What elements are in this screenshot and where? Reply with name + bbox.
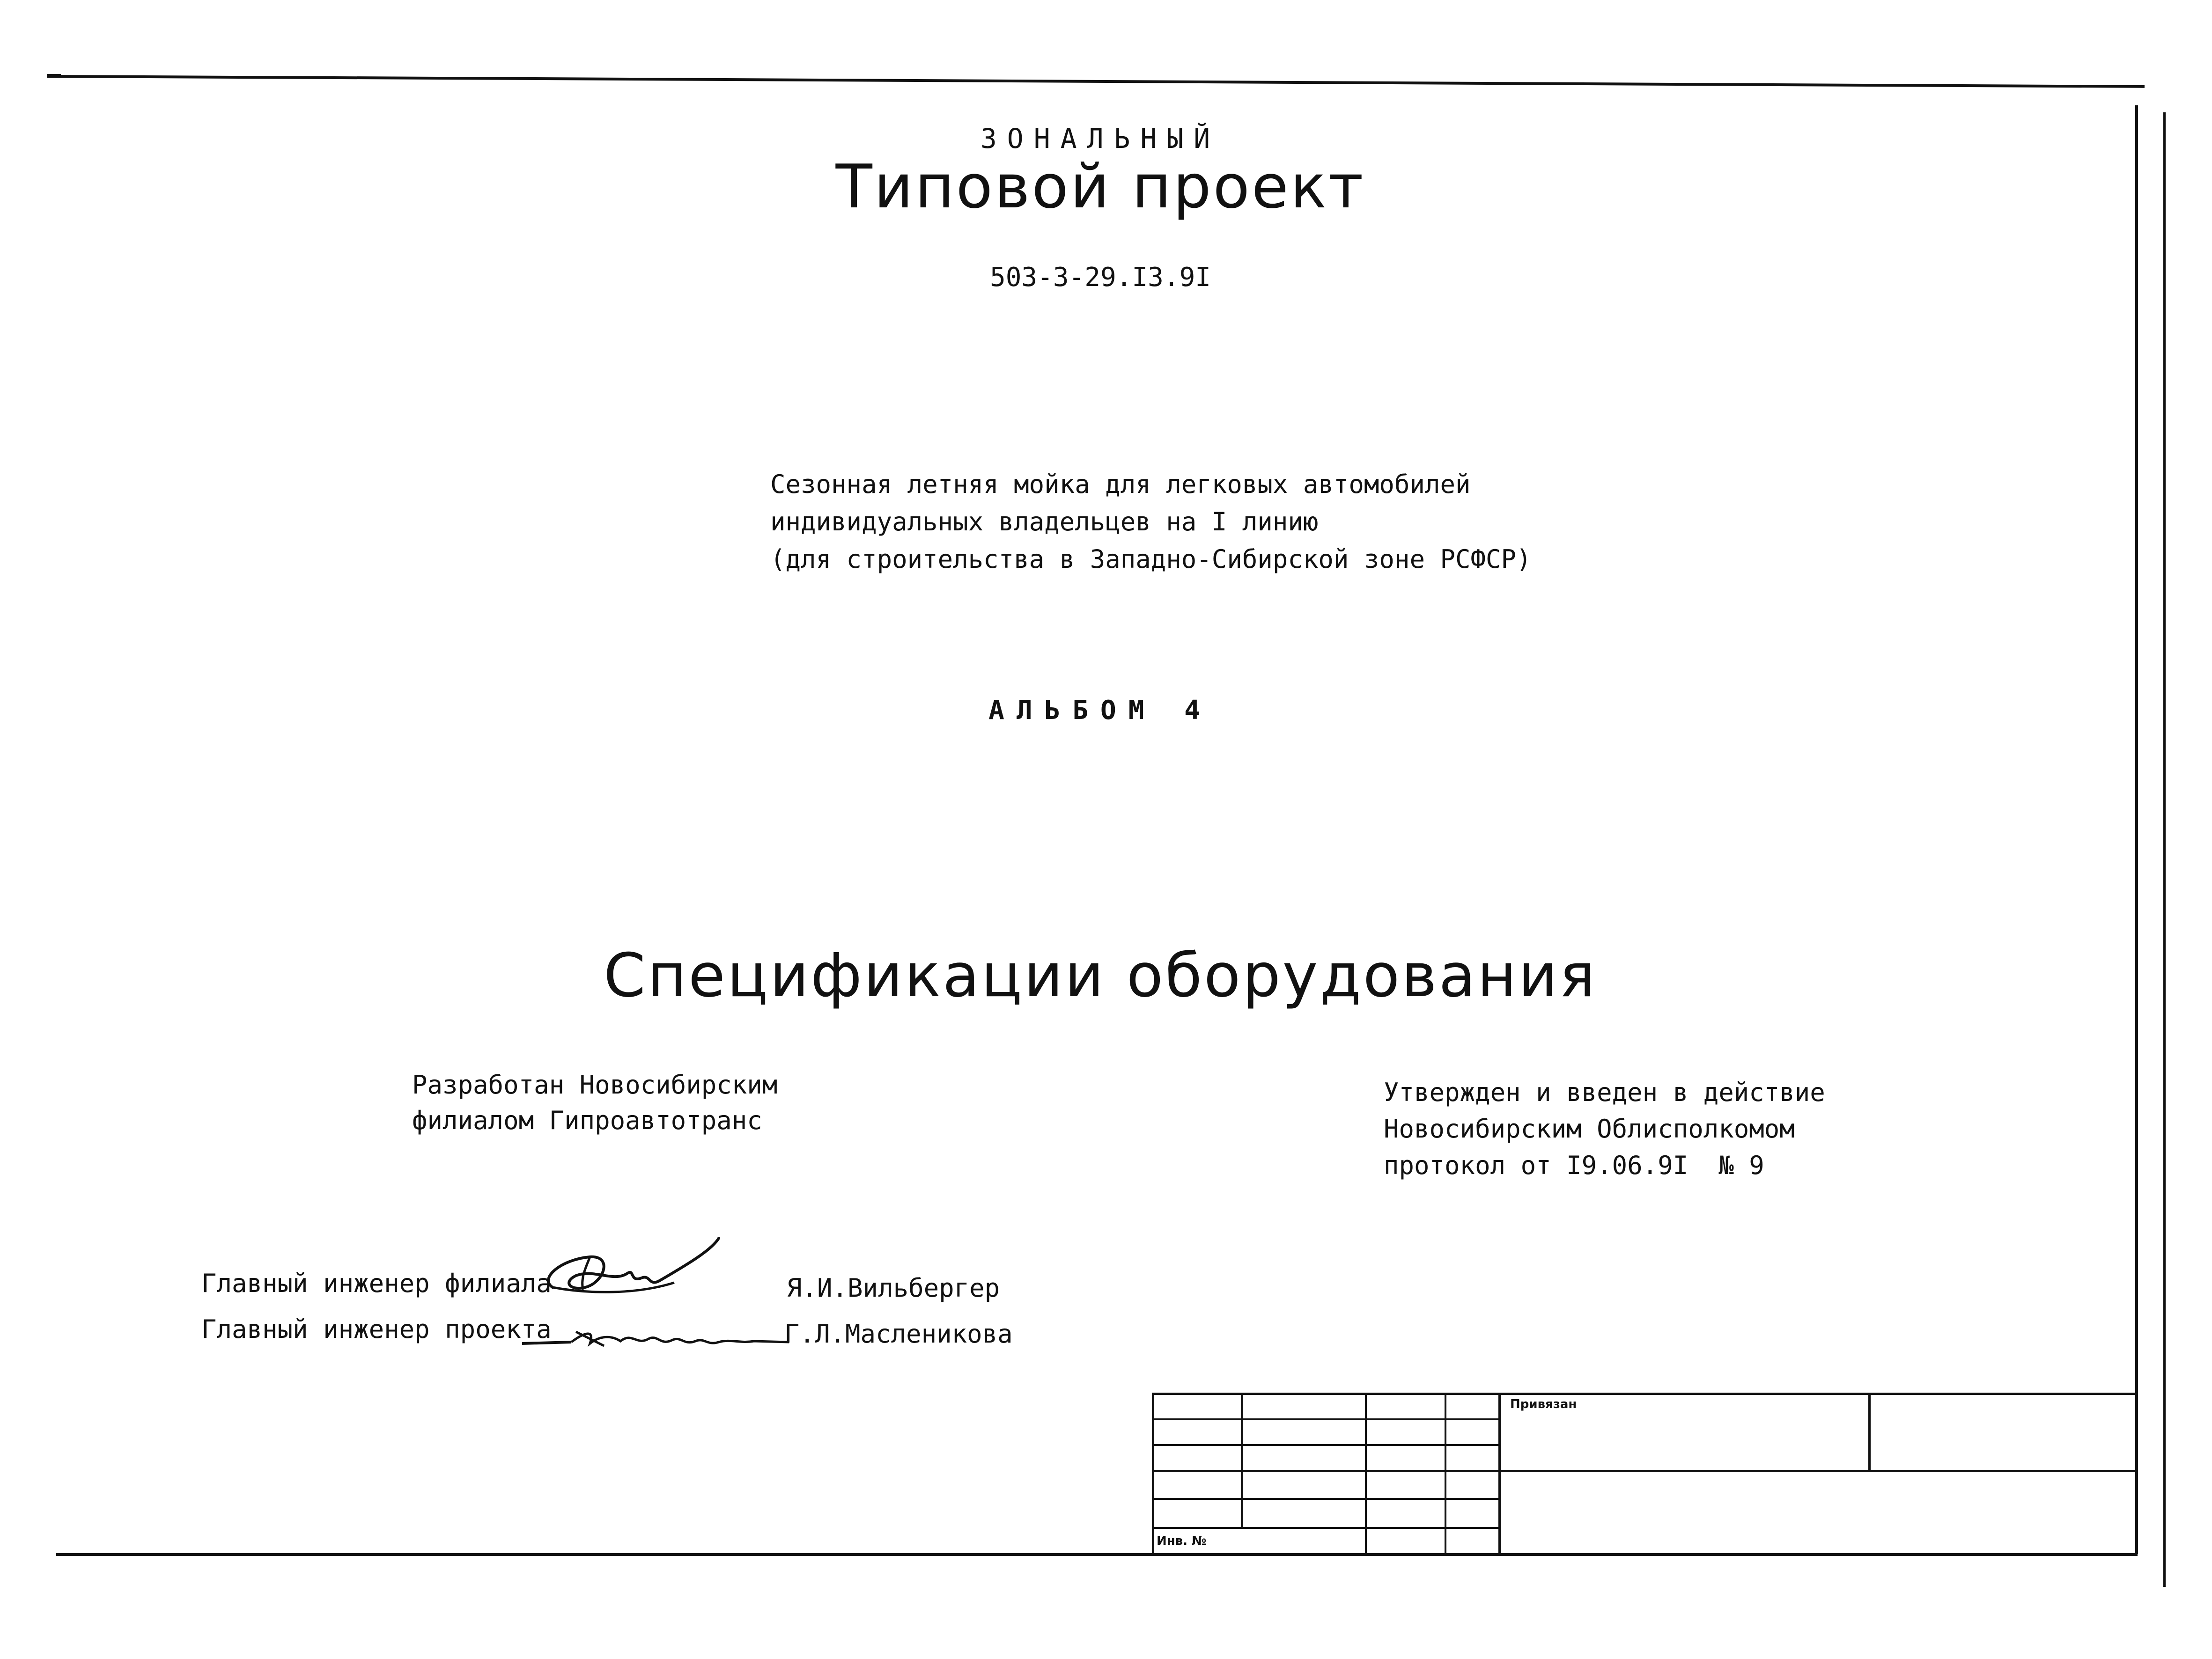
frame-right-border: [2135, 105, 2138, 1554]
stamp-line: [1445, 1393, 1446, 1554]
frame-top-border: [52, 75, 2145, 88]
signature-branch-icon: [534, 1231, 730, 1311]
stamp-line: [1152, 1470, 2138, 1472]
developed-line: филиалом Гипроавтотранс: [412, 1106, 762, 1135]
frame-top-left-mark: [47, 74, 61, 78]
stamp-inventory-label: Инв. №: [1157, 1534, 1207, 1548]
stamp-line: [1498, 1393, 1501, 1554]
zonal-label: ЗОНАЛЬНЫЙ: [980, 123, 1221, 154]
stamp-line: [1241, 1393, 1243, 1527]
chief-branch-name: Я.И.Вильбергер: [787, 1273, 1000, 1303]
document-subject: Спецификации оборудования: [604, 941, 1597, 1011]
chief-branch-label: Главный инженер филиала: [201, 1269, 552, 1298]
stamp-line: [1152, 1527, 1501, 1529]
page-title: Типовой проект: [835, 152, 1365, 222]
frame-bottom-border: [56, 1553, 2138, 1556]
signature-project-icon: [520, 1318, 791, 1355]
developed-line: Разработан Новосибирским: [412, 1070, 778, 1100]
stamp-line: [1365, 1393, 1367, 1554]
description-line: (для строительства в Западно-Сибирской зоне РСФСР): [770, 544, 1532, 574]
stamp-line: [1152, 1393, 1154, 1554]
chief-project-label: Главный инженер проекта: [201, 1314, 552, 1344]
stamp-line: [1152, 1444, 1501, 1446]
description-line: Сезонная летняя мойка для легковых автомобилей: [770, 470, 1471, 499]
approval-note: [1384, 1074, 1825, 1184]
stamp-line: [1868, 1393, 1871, 1471]
stamp-line: [1152, 1418, 1501, 1420]
album-label: АЛЬБОМ 4: [988, 695, 1212, 726]
approval-line: Новосибирским Облисполкомом: [1384, 1114, 1795, 1144]
developed-by: [412, 1067, 777, 1138]
chief-project-name: Г.Л.Масленикова: [784, 1319, 1013, 1349]
project-description: [770, 466, 1532, 578]
approval-line: Утвержден и введен в действие: [1384, 1078, 1825, 1107]
stamp-bound-label: Привязан: [1510, 1397, 1577, 1411]
approval-line: протокол от I9.06.9I № 9: [1384, 1151, 1764, 1180]
stamp-line: [1152, 1393, 2138, 1395]
description-line: индивидуальных владельцев на I линию: [770, 507, 1319, 536]
stamp-line: [1152, 1498, 1501, 1500]
frame-far-right-line: [2163, 112, 2166, 1587]
project-code: 503-3-29.I3.9I: [989, 262, 1211, 293]
